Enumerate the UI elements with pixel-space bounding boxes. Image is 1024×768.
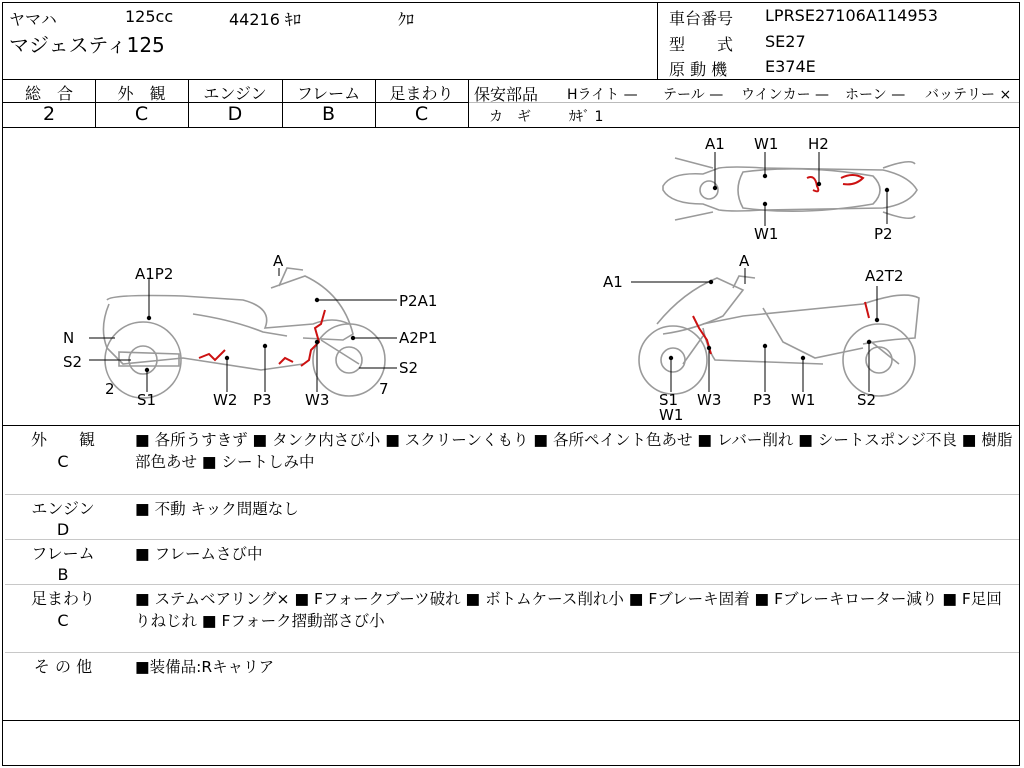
grade-frame-value: B	[321, 103, 336, 125]
grade-total-label: 総 合	[24, 84, 73, 103]
frame-no: LPRSE27106A114953	[765, 6, 938, 25]
engine-label: 原 動 機	[669, 60, 728, 79]
note-engine-text: ■ 不動 キック問題なし	[135, 500, 299, 518]
safety-winker: ウインカー —	[741, 87, 830, 103]
note-engine-label: エンジン	[31, 499, 95, 518]
rule	[3, 425, 1019, 426]
note-exterior-grade: C	[57, 452, 69, 471]
left-label-N: N	[63, 329, 75, 347]
left-label-S2: S2	[63, 353, 83, 371]
grade-engine-value: D	[227, 103, 243, 125]
model-code-label: 型 式	[669, 35, 734, 54]
grade-total-value: 2	[42, 103, 56, 125]
inspection-sheet	[2, 2, 1020, 766]
left-label-W3: W3	[305, 391, 330, 409]
top-label-W1: W1	[754, 135, 779, 153]
rule	[5, 652, 1019, 653]
left-view-scooter	[103, 268, 385, 398]
note-frame-label: フレーム	[31, 544, 95, 563]
right-label-A2T2: A2T2	[865, 267, 904, 285]
left-label-A1P2: A1P2	[135, 265, 174, 283]
left-label-S2b: S2	[399, 359, 419, 377]
safety-battery: バッテリー ×	[925, 87, 1012, 103]
grade-exterior-value: C	[134, 103, 149, 125]
grade-exterior-label: 外 観	[117, 84, 166, 103]
note-frame-grade: B	[57, 565, 69, 584]
top-label-A1: A1	[705, 135, 725, 153]
note-suspension-text: ■ ステムベアリング× ■ Fフォークブーツ破れ ■ ボトムケース削れ小 ■ Fブレーキ固着 ■ Fブレーキローター減り ■ F足回りねじれ ■ Fフォーク摺動部さび小	[135, 590, 1002, 630]
note-exterior-text: ■ 各所うすきず ■ タンク内さび小 ■ スクリーンくもり ■ 各所ペイント色あせ ■ レバー削れ ■ シートスポンジ不良 ■ 樹脂部色あせ ■ シートしみ中	[135, 431, 1013, 471]
grade-engine-label: エンジン	[203, 84, 267, 103]
right-label-A1: A1	[603, 273, 623, 291]
left-label-W2: W2	[213, 391, 238, 409]
left-label-A: A	[273, 252, 284, 270]
right-label-P3: P3	[753, 391, 772, 409]
frame-no-label: 車台番号	[669, 9, 734, 28]
left-label-A2P1: A2P1	[399, 329, 438, 347]
top-label-P2: P2	[874, 225, 893, 243]
damage-diagram	[3, 128, 1019, 424]
rule	[3, 720, 1019, 721]
right-label-W1: W1	[659, 406, 684, 424]
note-engine-grade: D	[56, 520, 70, 539]
left-label-P3: P3	[253, 391, 272, 409]
rule	[3, 79, 1019, 80]
right-label-S2: S2	[857, 391, 877, 409]
safety-horn: ホーン —	[845, 87, 906, 103]
rule	[468, 79, 469, 127]
note-frame-text: ■ フレームさび中	[135, 545, 263, 563]
key-label: カ ギ	[489, 109, 531, 125]
maker: ヤマハ	[9, 10, 57, 29]
note-other-label: そ の 他	[33, 657, 93, 676]
color: ｸﾛ	[398, 10, 415, 29]
note-exterior-label: 外 観	[30, 430, 95, 449]
left-label-2: 2	[105, 380, 115, 398]
rule	[5, 584, 1019, 585]
top-view-scooter	[663, 158, 917, 220]
safety-label: 保安部品	[474, 85, 539, 104]
safety-headlight: Hライト —	[567, 87, 638, 103]
right-label-W1b: W1	[791, 391, 816, 409]
left-label-S1: S1	[137, 391, 157, 409]
safety-tail: テール —	[663, 87, 724, 103]
right-label-W3: W3	[697, 391, 722, 409]
note-other-text: ■装備品:Rキャリア	[135, 658, 275, 676]
model-name: マジェスティ125	[9, 33, 165, 57]
top-label-W1b: W1	[754, 225, 779, 243]
displacement: 125cc	[125, 7, 174, 26]
top-label-H2: H2	[808, 135, 829, 153]
rule	[5, 494, 1019, 495]
model-code: SE27	[765, 32, 806, 51]
rule	[5, 539, 1019, 540]
mileage: 44216 ｷﾛ	[229, 10, 301, 29]
header-divider	[657, 3, 658, 79]
right-label-A: A	[739, 252, 750, 270]
grade-suspension-value: C	[414, 103, 429, 125]
left-label-P2A1: P2A1	[399, 292, 438, 310]
note-suspension-label: 足まわり	[30, 589, 95, 608]
note-suspension-grade: C	[57, 611, 69, 630]
left-label-7: 7	[379, 380, 389, 398]
key-value: ｶｷﾞ 1	[569, 109, 604, 125]
right-label-S1: S1	[659, 391, 679, 409]
engine-no: E374E	[765, 57, 816, 76]
grade-suspension-label: 足まわり	[389, 84, 454, 103]
grade-frame-label: フレーム	[296, 84, 361, 103]
